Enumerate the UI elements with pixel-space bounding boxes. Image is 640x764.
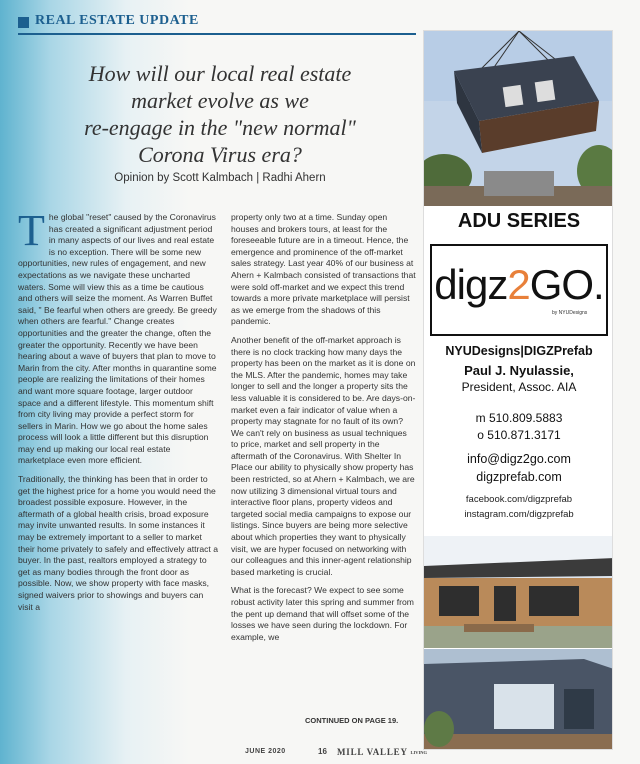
article-paragraph: What is the forecast? We expect to see some robust activity later this spring and summer from the pent up demand that will offset some of the losses we have seen during the lockdown. For example, we <box>231 585 414 642</box>
article-column-left <box>18 206 218 620</box>
article-paragraph: property only two at a time. Sunday open houses and brokers tours, at least for the foreseeable future are in a timeout. Hence, the emergence and prominence of the off-market sales strategy. Last year 40% of our business at Ahern + Kalmbach consisted of transactions that were sold off-market and we expect this trend towards a more private marketplace will persist as we emerge from the shadows of this pandemic. <box>231 212 416 327</box>
headline-line-2: market evolve as we <box>131 88 309 113</box>
logo-subtitle: by NYUDesigns <box>552 310 588 316</box>
drop-cap: T <box>18 206 45 255</box>
headline-line-1: How will our local real estate <box>88 61 352 86</box>
ad-facebook: facebook.com/digzprefab <box>465 494 573 505</box>
wood-adu-photo <box>424 536 613 648</box>
ad-brand: NYUDesigns|DIGZPrefab <box>445 344 593 358</box>
article-column-right <box>231 212 416 650</box>
ad-mobile-phone: m 510.809.5883 <box>475 411 563 425</box>
magazine-title: MILL VALLEY <box>337 747 408 757</box>
magazine-name <box>337 747 427 757</box>
logo-number: 2 <box>507 261 530 308</box>
article-paragraph: Another benefit of the off-market approach is there is no clock tracking how many days the property has been on the market as it is done on the MLS. After the pandemic, homes may take longer to sell and the longer a property sits the less valuable it is considered to be. Are days-on-market even a fair indicator of value when a property may stagnate for no fault of its own? We can't rely on business as usual techniques to price, market and sell property in the aftermath of the Coronavirus. With Shelter In Place our ability to physically show property has been restricted, so at Ahern + Kalmbach, we are now utilizing 3 dimensional virtual tours and interactive floor plans, property videos and targeted social media campaigns to expose our listings. Since buyers are being more selective about which properties they want to physically visit, we are hyper focused on networking with our colleagues and this inner-agent relationship based marketing is crucial. <box>231 334 416 577</box>
section-title: REAL ESTATE UPDATE <box>35 13 199 28</box>
logo-text <box>432 260 606 310</box>
headline-line-3: re-engage in the "new normal" <box>84 115 356 140</box>
ad-instagram: instagram.com/digzprefab <box>464 509 574 520</box>
article-headline <box>40 60 400 168</box>
article-paragraph <box>18 206 218 467</box>
ad-office-phone: o 510.871.3171 <box>477 428 561 442</box>
page-number: 16 <box>318 747 327 756</box>
ad-series-title: ADU SERIES <box>457 210 581 232</box>
paragraph-text: he global "reset" caused by the Coronavirus has created a significant adjustment period in many aspects of our lives and real estate is no exception. There will be some new opportunities, new rules of engagement, and new expectations as we navigate these uncharted waters. Some will view this as a time be cautious and others will seize the moment. As Warren Buffet said, " Be fearful when others are greedy. Be greedy when others are fearful." Change creates opportunities and the greater the change, often the greater the opportunity. Recently we have been hearing about a wave of buyers that plan to move to Marin from the city. After months in quarantine some people are realizing the limitations of their homes and want more square footage, larger outdoor space and a different lifestyle. This momentum shift from city living may provide a perfect storm for sellers in Marin. How we go about the home sales process will look a little different but this disruption may end up making our local real estate marketplace even more efficient. <box>18 212 217 466</box>
ad-contact-name: Paul J. Nyulassie, <box>464 363 574 378</box>
section-header <box>18 10 416 36</box>
advertisement <box>423 30 613 750</box>
article-paragraph: Traditionally, the thinking has been that in order to get the highest price for a home you would need the broadest possible exposure. However, in the aftermath of a global health crisis, broad exposure may invite unwanted results. In some instances it may be extremely important to a seller to market their home privately to safely and effectively attract a buyer. In the past, realtors employed a strategy to get as many bodies through the front door as possible. Now, we show property with face masks, signed waivers prior to showings and buyers can visit a <box>18 474 218 612</box>
section-square-icon <box>18 17 29 28</box>
headline-line-4: Corona Virus era? <box>138 142 302 167</box>
ad-contact-role: President, Assoc. AIA <box>461 380 577 394</box>
article-byline: Opinion by Scott Kalmbach | Radhi Ahern <box>114 172 326 184</box>
ad-website: digzprefab.com <box>476 470 562 484</box>
magazine-suffix: LIVING <box>410 750 427 755</box>
ad-email: info@digz2go.com <box>467 452 571 466</box>
digz2go-logo <box>430 244 608 336</box>
logo-word-digz: digz <box>434 261 508 308</box>
crane-house-photo <box>424 31 613 206</box>
continued-notice: CONTINUED ON PAGE 19. <box>305 716 399 725</box>
dark-adu-photo <box>424 649 613 750</box>
footer-date: JUNE 2020 <box>245 748 286 755</box>
header-rule <box>18 33 416 35</box>
logo-word-go: GO. <box>529 261 604 308</box>
